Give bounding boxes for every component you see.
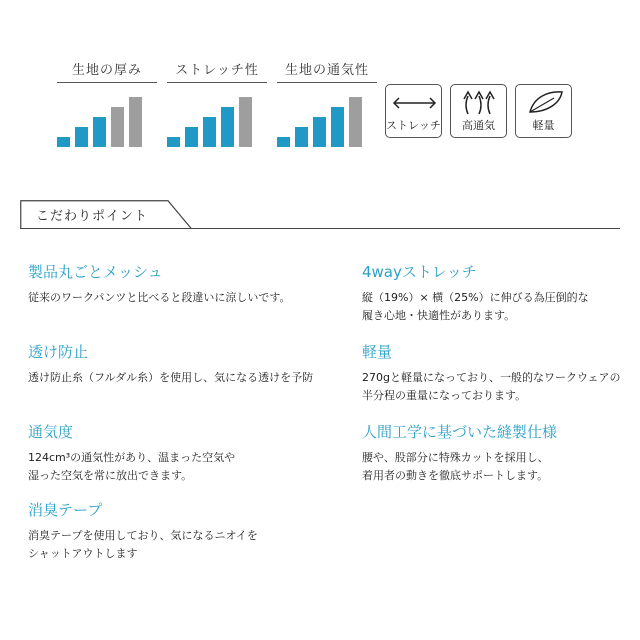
feature-lightweight (362, 342, 632, 405)
gauge-bar (221, 107, 234, 147)
gauge-label: ストレッチ性 (175, 63, 259, 78)
gauge-label: 生地の通気性 (284, 63, 369, 78)
gauge-bars (167, 91, 267, 147)
badge-breathable (450, 84, 507, 138)
gauge-breathability (277, 62, 377, 147)
feature-title: 人間工学に基づいた縫製仕様 (362, 423, 558, 441)
gauge-divider (167, 82, 267, 83)
gauge-bar (349, 97, 362, 147)
feature-title: 消臭テープ (28, 501, 103, 519)
gauge-bar (185, 127, 198, 147)
gauge-bar (277, 137, 290, 147)
badge-label: ストレッチ (386, 119, 441, 132)
feature-title: 透け防止 (28, 343, 89, 361)
feature-title: 通気度 (28, 423, 74, 441)
badge-lightweight (515, 84, 572, 138)
stretch-arrows-icon (386, 87, 443, 117)
feature-deodorant-tape (28, 500, 318, 563)
gauge-divider (277, 82, 377, 83)
airflow-arrows-icon (451, 87, 508, 117)
feature-title: 軽量 (362, 343, 393, 361)
feature-description: 腰や、股部分に特殊カットを採用し、 着用者の動きを徹底サポートします。 (362, 451, 549, 482)
feature-ergonomic-sewing (362, 422, 632, 485)
gauge-bar (313, 117, 326, 147)
section-divider (20, 228, 620, 229)
feature-description: 270gと軽量になっており、一般的なワークウェアの 半分程の重量になっております。 (362, 371, 621, 402)
feature-full-mesh (28, 262, 318, 307)
gauge-bar (111, 107, 124, 147)
gauge-bar (167, 137, 180, 147)
section-header (20, 200, 190, 228)
gauge-bar (239, 97, 252, 147)
feature-title: 4wayストレッチ (362, 263, 477, 281)
feature-4way-stretch (362, 262, 632, 325)
gauge-bar (57, 137, 70, 147)
feature-description: 透け防止糸（フルダル糸）を使用し、気になる透けを予防 (28, 371, 314, 384)
gauge-divider (57, 82, 157, 83)
section-title: こだわりポイント (36, 209, 149, 224)
gauge-bar (129, 97, 142, 147)
feature-see-through-prevention (28, 342, 318, 387)
feature-description: 従来のワークパンツと比べると段違いに涼しいです。 (28, 291, 291, 304)
gauge-fabric-thickness (57, 62, 157, 147)
gauge-bar (75, 127, 88, 147)
badge-stretch (385, 84, 442, 138)
feather-icon (516, 87, 573, 117)
feature-description: 縦（19%）× 横（25%）に伸びる為圧倒的な 履き心地・快適性があります。 (362, 291, 589, 322)
gauge-bars (57, 91, 157, 147)
gauge-bars (277, 91, 377, 147)
feature-air-permeability (28, 422, 318, 485)
feature-title: 製品丸ごとメッシュ (28, 263, 163, 281)
gauge-bar (295, 127, 308, 147)
feature-description: 124cm³の通気性があり、温まった空気や 湿った空気を常に放出できます。 (28, 451, 236, 482)
gauge-stretch (167, 62, 267, 147)
gauge-bar (93, 117, 106, 147)
gauge-bar (331, 107, 344, 147)
feature-description: 消臭テープを使用しており、気になるニオイを シャットアウトします (28, 529, 258, 560)
gauge-bar (203, 117, 216, 147)
gauge-label: 生地の厚み (71, 63, 142, 78)
badge-label: 軽量 (532, 119, 555, 132)
badge-label: 高通気 (462, 119, 495, 132)
